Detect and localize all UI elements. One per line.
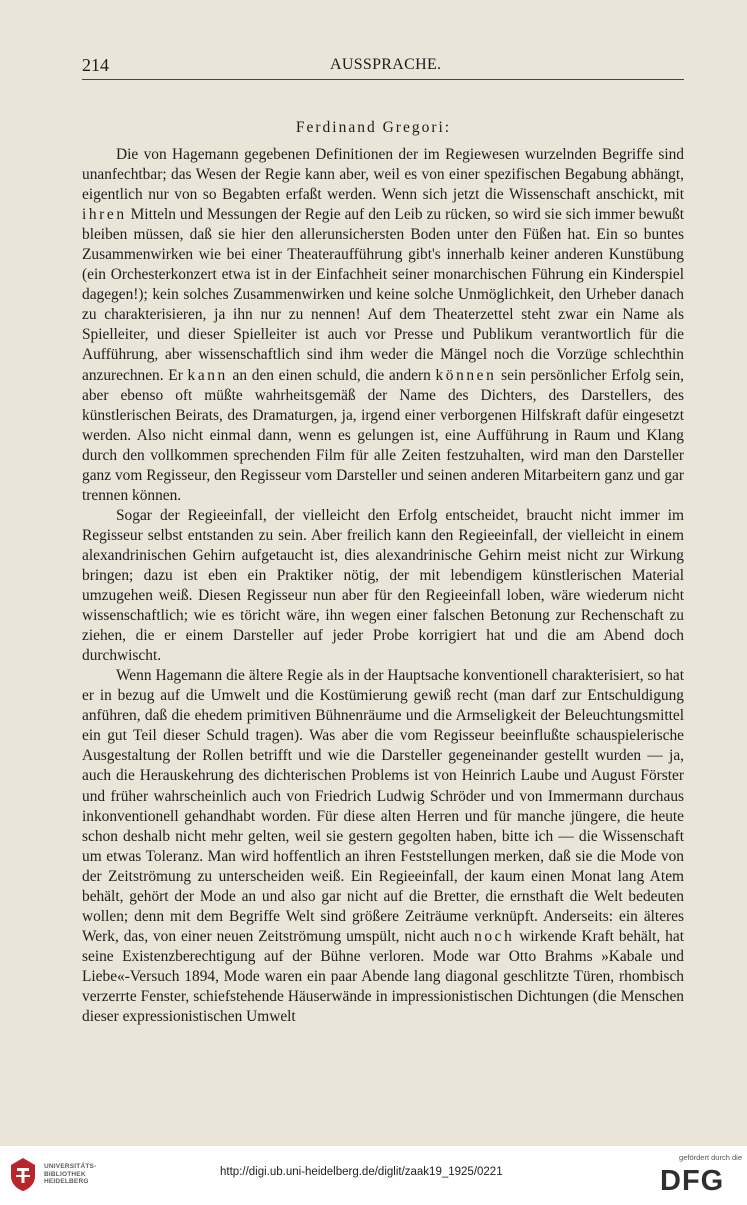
- emphasis-kann: kann: [187, 366, 228, 384]
- emphasis-ihren: ihren: [82, 206, 127, 224]
- paragraph-1: Die von Hagemann gegebenen Definitionen der im Regiewesen wurzelnden Begriffe sind unanfechtbar; das Wesen der Regie kann aber, weil es von einer spezifischen Begabung abhängt, eigentlich nur von so Begabten erfaßt werden. Wenn sich jetzt die Wissenschaft anschickt, mit ihren Mitteln und Messungen der Regie auf den Leib zu rücken, so wird sie sich immer bewußt bleiben müssen, daß sie hier den allerunsichersten Boden unter den Füßen hat. Ein so buntes Zusammenwirken wie bei einer Theateraufführung gibt's innerhalb keiner anderen Kunstübung (ein Orchesterkonzert etwa ist in der Einfachheit seiner monarchischen Führung ein Kinderspiel dagegen!); kein solches Zusammenwirken und keine solche Unmöglichkeit, den Urheber danach zu charakterisieren, ja ihn nur zu nennen! Auf dem Theaterzettel steht zwar ein Name als Spielleiter, und dieser Spielleiter ist auch vor Presse und Publikum verantwortlich für die Aufführung, aber wissenschaftlich sind ihm weder die Mängel noch die Vorzüge schlechthin anzurechnen. Er kann an den einen schuld, die andern können sein persönlicher Erfolg sein, aber ebenso oft müßte wahrheitsgemäß der Name des Dichters, des Darstellers, des künstlerischen Beirats, des Dramaturgen, ja, irgend einer verborgenen Hilfskraft dafür eingesetzt werden. Also nicht einmal dann, wenn es gelungen ist, eine Aufführung in Raum und Klang durch den vollkommen sprechenden Film für alle Zeiten festzuhalten, wird man den Darsteller ganz vom Regisseur, den Regisseur vom Darsteller und seinen anderen Mitarbeitern ganz und gar trennen können.: [82, 146, 685, 504]
- running-head: AUSSPRACHE.: [330, 56, 442, 73]
- article-body: [82, 145, 684, 1027]
- funded-by-label: gefördert durch die: [679, 1153, 742, 1162]
- university-library-name: UNIVERSITÄTS- BIBLIOTHEK HEIDELBERG: [44, 1163, 97, 1186]
- paragraph-2: Sogar der Regieeinfall, der vielleicht den Erfolg entscheidet, braucht nicht immer im Regisseur selbst entstanden zu sein. Aber freilich kann den Regieeinfall, der vielleicht in einem alexandrinischen Gehirn aufgetaucht ist, dies alexandrinische Gehirn meist nicht zur Wirkung bringen; dazu ist eben ein Praktiker nötig, der mit lebendigem künstlerischen Material umzugehen weiß. Diesen Regisseur nun aber für den Regieeinfall loben, wäre wiederum nicht wissenschaftlich; wie es töricht wäre, ihn wegen einer falschen Betonung zur Rechenschaft zu ziehen, die er einem Darsteller auf jeder Probe korrigiert hat und die am Abend doch durchwischt.: [82, 506, 684, 665]
- page-number: 214: [82, 55, 109, 75]
- university-library-logo-icon: [8, 1156, 38, 1192]
- emphasis-noch: noch: [474, 927, 515, 945]
- page-header: [82, 53, 684, 80]
- digitization-footer: [0, 1146, 747, 1205]
- dfg-logo: DFG: [660, 1165, 725, 1197]
- paragraph-3: Wenn Hagemann die ältere Regie als in der Hauptsache konventionell charakterisiert, so hat er in bezug auf die Umwelt und die Kostümierung gewiß recht (man darf zur Entschuldigung anführen, daß die ehedem primitiven Bühnenräume und die Armseligkeit der Beleuchtungsmittel ein gut Teil dieser Schuld tragen). Was aber die vom Regisseur beeinflußte schauspielerische Ausgestaltung der Rollen betrifft und wie die Darsteller gegeneinander gestellt wurden — ja, auch die Herauskehrung des dichterischen Problems ist von Heinrich Laube und August Förster und früher wahrscheinlich auch von Friedrich Ludwig Schröder und von Immermann durchaus inkonventionell gehandhabt worden. Für diese alten Herren und für manche jüngere, die heute schon deshalb nicht mehr gelten, weil sie gestern gegolten haben, bitte ich — die Wissenschaft um etwas Toleranz. Man wird hoffentlich an ihren Feststellungen merken, daß sie die Mode von der Zeitströmung zu unterscheiden weiß. Ein Regieeinfall, der kaum einen Monat lang Atem behält, gehört der Mode an und also gar nicht auf die Bretter, die ernsthaft die Welt bedeuten wollen; denn mit dem Begriffe Welt sind größere Zeiträume verknüpft. Anderseits: ein älteres Werk, das, von einer neuen Zeitströmung umspült, nicht auch noch wirkende Kraft behält, hat seine Existenzberechtigung auf der Bühne verloren. Mode war Otto Brahms »Kabale und Liebe«-Versuch 1894, Mode waren ein paar Abende lang diagonal geschlitzte Türen, rhombisch verzerrte Fenster, schiefstehende Häuserwände in impressionistischen Dichtungen (die Menschen dieser expressionistischen Umwelt: [82, 667, 684, 1026]
- author-heading: Ferdinand Gregori:: [295, 119, 452, 136]
- digital-collection-link[interactable]: http://digi.ub.uni-heidelberg.de/diglit/zaak19_1925/0221: [220, 1166, 503, 1178]
- emphasis-koennen: können: [435, 366, 497, 384]
